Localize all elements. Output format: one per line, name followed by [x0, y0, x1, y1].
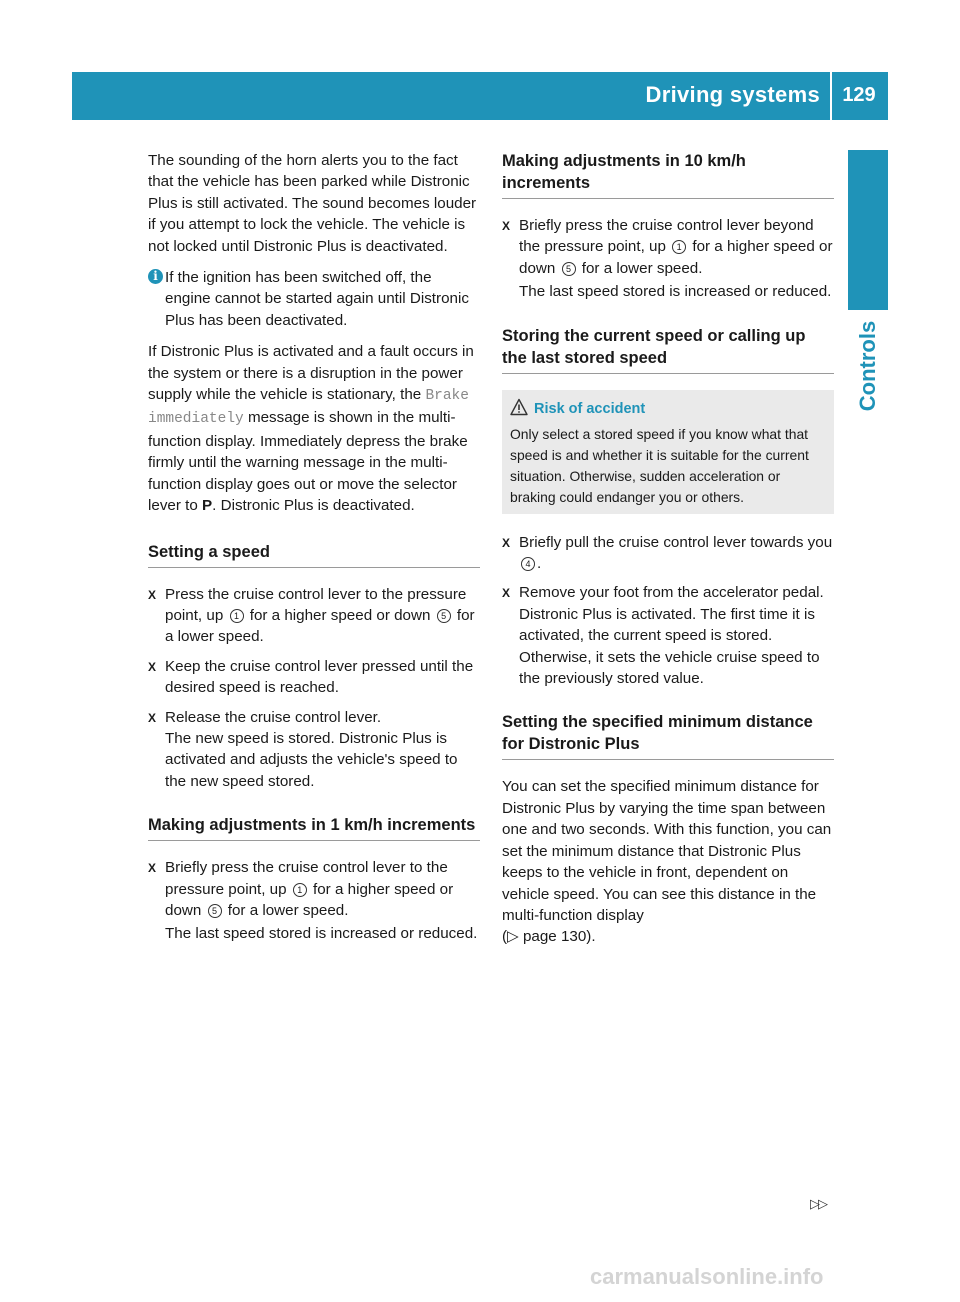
- warning-box: [502, 390, 834, 514]
- info-text: If the ignition has been switched off, the engine cannot be started again until Distronic Plus has been deactivated.: [165, 269, 469, 329]
- header-divider: [830, 72, 832, 120]
- heading-1kmh: Making adjustments in 1 km/h increments: [148, 814, 480, 841]
- paragraph-minimum-distance: You can set the specified minimum distance for Distronic Plus by varying the time span between one and two seconds. With this function, you can set the minimum distance that Distronic Plus keeps to the vehicle in front, dependent on vehicle speed. You can see this distance in the multi-function display (▷ page 130).: [502, 778, 832, 946]
- step-10kmh: X Briefly press the cruise control lever beyond the pressure point, up 1 for a higher speed or down 5 for a lower speed. The last speed stored is increased or reduced.: [502, 217, 833, 301]
- step-arrow-icon: X: [148, 587, 157, 602]
- heading-storing-speed: Storing the current speed or calling up the last stored speed: [502, 325, 834, 374]
- warning-triangle-icon: [510, 398, 528, 416]
- number-5-icon: 5: [562, 262, 576, 276]
- step-remove-foot: X Remove your foot from the accelerator pedal. Distronic Plus is activated. The first time it is activated, the current speed is stored. Otherwise, it sets the vehicle cruise speed to the previously stored value.: [502, 584, 824, 688]
- info-icon: i: [148, 269, 163, 284]
- page-header: [72, 72, 888, 120]
- step-keep-pressed: X Keep the cruise control lever pressed until the desired speed is reached.: [148, 657, 474, 697]
- number-5-icon: 5: [437, 609, 451, 623]
- left-column: [148, 150, 480, 953]
- info-note: [148, 267, 480, 331]
- warning-text: Only select a stored speed if you know what that speed is and whether it is suitable for the current situation. Otherwise, sudden acceleration or braking could endanger you or others.: [510, 425, 809, 505]
- warning-title: Risk of accident: [534, 400, 646, 417]
- heading-minimum-distance: Setting the specified minimum distance for Distronic Plus: [502, 711, 834, 760]
- number-1-icon: 1: [230, 609, 244, 623]
- step-release-lever: X Release the cruise control lever. The new speed is stored. Distronic Plus is activated and adjusts the vehicle's speed to the new speed stored.: [148, 708, 458, 790]
- number-1-icon: 1: [293, 883, 307, 897]
- right-column: [502, 150, 834, 958]
- side-tab-block: [848, 150, 888, 310]
- side-tab: [848, 150, 888, 420]
- header-title: Driving systems: [645, 82, 820, 107]
- watermark: carmanualsonline.info: [590, 1264, 824, 1289]
- step-arrow-icon: X: [502, 586, 511, 601]
- heading-setting-speed: Setting a speed: [148, 541, 480, 568]
- number-1-icon: 1: [672, 240, 686, 254]
- step-arrow-icon: X: [148, 861, 157, 876]
- step-arrow-icon: X: [148, 710, 157, 725]
- heading-10kmh: Making adjustments in 10 km/h increments: [502, 150, 834, 199]
- step-1kmh: X Briefly press the cruise control lever to the pressure point, up 1 for a higher speed or down 5 for a lower speed. The last speed stored is increased or reduced.: [148, 859, 478, 943]
- step-pull-lever: X Briefly pull the cruise control lever towards you 4 .: [502, 533, 833, 573]
- step-arrow-icon: X: [502, 219, 511, 233]
- step-arrow-icon: X: [502, 535, 511, 550]
- step-arrow-icon: X: [148, 659, 157, 674]
- step-press-lever: X Press the cruise control lever to the pressure point, up 1 for a higher speed or down 5 for a lower speed.: [148, 585, 475, 646]
- continue-arrows-icon: ▷▷: [810, 1196, 826, 1211]
- paragraph-horn: The sounding of the horn alerts you to the fact that the vehicle has been parked while Distronic Plus is still activated. The sound becomes louder if you attempt to lock the vehicle. The vehicle is not locked until Distronic Plus is deactivated.: [148, 152, 477, 255]
- side-tab-label: Controls: [855, 320, 880, 412]
- display-message: Brake immediately: [148, 388, 469, 428]
- page-reference-link[interactable]: (▷ page 130).: [502, 928, 596, 946]
- page-number: 129: [842, 84, 876, 106]
- number-5-icon: 5: [208, 904, 222, 918]
- number-4-icon: 4: [521, 557, 535, 571]
- paragraph-fault: If Distronic Plus is activated and a fault occurs in the system or there is a disruption in the power supply while the vehicle is stationary, the Brake immediately message is shown in the multi-function display. Immediately depress the brake firmly until the warning message in the multi-function display goes out or move the selector lever to P. Distronic Plus is deactivated.: [148, 343, 474, 515]
